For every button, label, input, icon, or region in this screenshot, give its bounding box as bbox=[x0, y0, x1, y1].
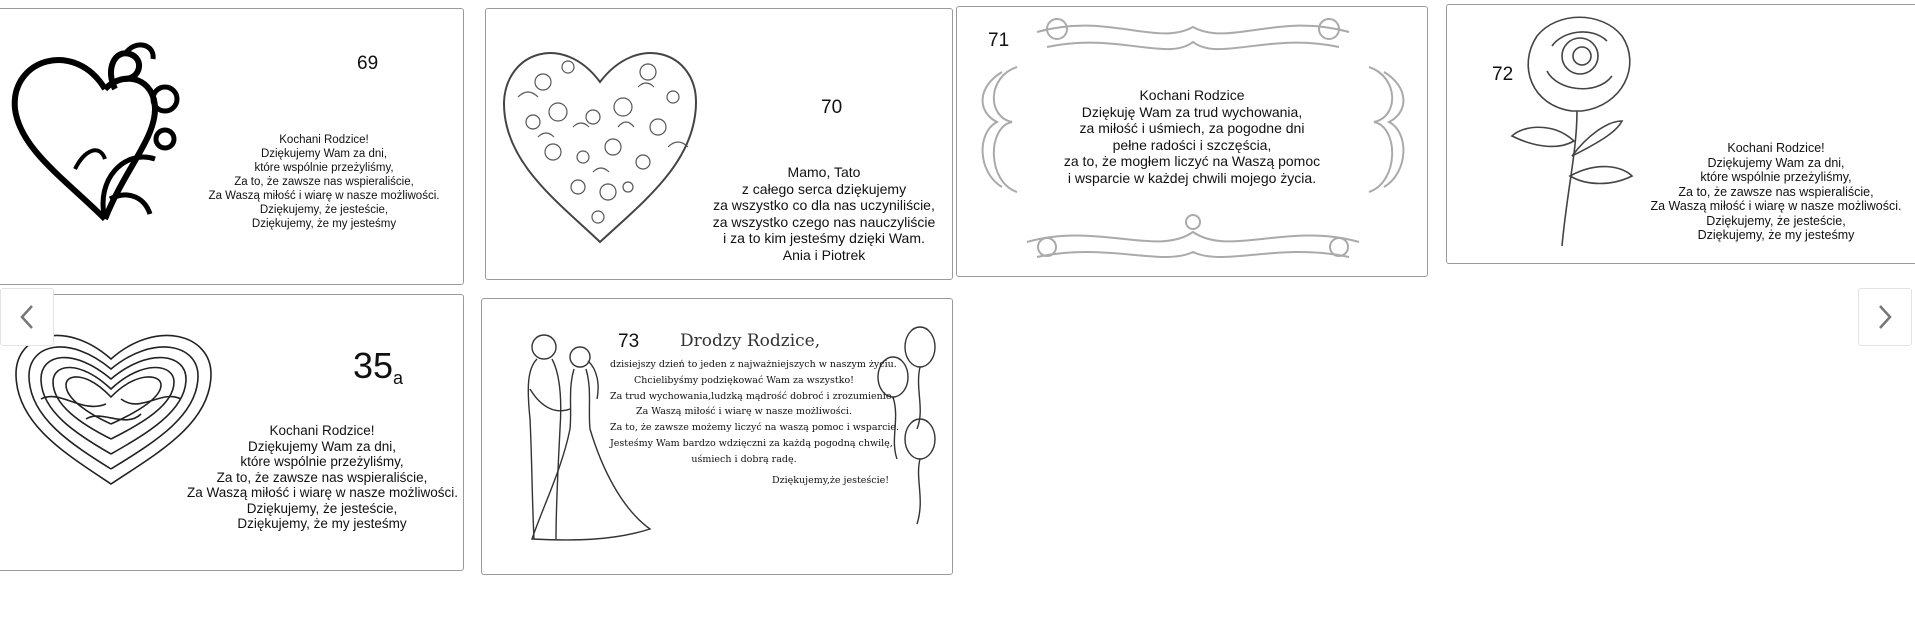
card-message bbox=[1037, 87, 1347, 186]
message-line: Dziękujemy Wam za dni, bbox=[1707, 155, 1845, 170]
message-line: Za Waszą miłość i wiarę w nasze możliwości. bbox=[208, 190, 440, 202]
card-message bbox=[199, 133, 449, 231]
carousel-prev-button[interactable] bbox=[0, 288, 54, 346]
card-70[interactable] bbox=[485, 8, 953, 280]
card-69[interactable] bbox=[0, 8, 464, 285]
message-line: Kochani Rodzice! bbox=[1727, 141, 1825, 155]
message-line: Kochani Rodzice bbox=[1139, 87, 1245, 103]
card-message bbox=[187, 423, 457, 532]
design-number: 72 bbox=[1492, 64, 1514, 85]
message-line: Za to, że zawsze nas wspieraliście, bbox=[216, 469, 428, 485]
message-line: za wszystko co dla nas uczyniliście, bbox=[713, 197, 935, 213]
message-line: Za trud wychowania,ludzką mądrość dobroć i zrozumienie. bbox=[610, 390, 895, 402]
number-suffix: a bbox=[393, 368, 404, 388]
message-line: Dziękujemy, że my jesteśmy bbox=[237, 516, 407, 531]
message-line: Dziękuję Wam za trud wychowania, bbox=[1081, 103, 1303, 120]
message-line: Chcielibyśmy podziękować Wam za wszystko! bbox=[633, 374, 854, 386]
card-message bbox=[704, 164, 944, 263]
message-line: Za to, że zawsze nas wspieraliście, bbox=[234, 176, 414, 188]
chevron-left-icon bbox=[18, 303, 36, 331]
card-35a[interactable] bbox=[0, 294, 464, 571]
card-message bbox=[1639, 141, 1913, 243]
message-line: Dziękujemy, że my jesteśmy bbox=[1697, 228, 1855, 242]
card-71[interactable] bbox=[956, 6, 1428, 277]
design-number: 69 bbox=[357, 53, 379, 74]
message-line: i wsparcie w każdej chwili mojego życia. bbox=[1067, 169, 1317, 186]
message-line: uśmiech i dobrą radę. bbox=[691, 453, 797, 465]
chevron-right-icon bbox=[1876, 303, 1894, 331]
message-line: Dziękujemy Wam za dni, bbox=[260, 148, 388, 160]
message-line: które wspólnie przeżyliśmy, bbox=[254, 162, 394, 174]
message-line: Kochani Rodzice! bbox=[269, 423, 375, 438]
card-title: Drodzy Rodzice, bbox=[680, 331, 821, 351]
message-line: Ania i Piotrek bbox=[782, 246, 866, 263]
design-number: 71 bbox=[988, 30, 1010, 51]
design-number: 70 bbox=[821, 97, 843, 118]
heart-swirl-art bbox=[5, 29, 205, 244]
number-main: 35 bbox=[353, 345, 394, 386]
message-line: Za Waszą miłość i wiarę w nasze możliwości. bbox=[636, 406, 852, 418]
rose-art bbox=[1502, 11, 1652, 251]
message-line: z całego serca dziękujemy bbox=[741, 180, 907, 197]
card-73[interactable] bbox=[481, 298, 953, 575]
message-line: Mamo, Tato bbox=[787, 164, 861, 180]
card-72[interactable] bbox=[1446, 4, 1915, 264]
message-line: które wspólnie przeżyliśmy, bbox=[1700, 170, 1852, 184]
message-line: dzisiejszy dzień to jeden z najważniejszych w naszym życiu. bbox=[610, 359, 897, 370]
message-line: Za Waszą miłość i wiarę w nasze możliwości. bbox=[187, 485, 459, 500]
message-line: Dziękujemy, że jesteście, bbox=[1706, 213, 1846, 228]
message-line: za miłość i uśmiech, za pogodne dni bbox=[1079, 120, 1305, 136]
message-line: Dziękujemy, że jesteście, bbox=[246, 500, 398, 516]
message-line: i za to kim jesteśmy dzięki Wam. bbox=[723, 230, 925, 246]
message-line: Jesteśmy Wam bardzo wdzięczni za każdą pogodną chwilę, bbox=[610, 437, 893, 449]
message-line: za to, że mogłem liczyć na Waszą pomoc bbox=[1063, 153, 1321, 169]
message-line: pełne radości i szczęścia, bbox=[1112, 136, 1272, 153]
floral-heart-art bbox=[498, 27, 703, 247]
message-line: Dziękujemy, że my jesteśmy bbox=[251, 218, 397, 230]
message-line: Kochani Rodzice! bbox=[279, 134, 369, 146]
message-line: Za to, że zawsze możemy liczyć na waszą pomoc i wsparcie. bbox=[610, 422, 900, 434]
message-line: Za Waszą miłość i wiarę w nasze możliwości. bbox=[1650, 199, 1902, 213]
card-message bbox=[610, 357, 900, 468]
message-line: Dziękujemy, że jesteście, bbox=[259, 204, 389, 216]
message-line: które wspólnie przeżyliśmy, bbox=[240, 454, 404, 469]
card-signature: Dziękujemy,że jesteście! bbox=[772, 475, 890, 486]
message-line: za wszystko czego nas nauczyliście bbox=[712, 213, 936, 230]
message-line: Dziękujemy Wam za dni, bbox=[247, 438, 397, 454]
design-number: 73 bbox=[618, 331, 640, 352]
design-number bbox=[353, 345, 403, 389]
message-line: Za to, że zawsze nas wspieraliście, bbox=[1678, 184, 1874, 199]
carousel-next-button[interactable] bbox=[1858, 288, 1912, 346]
